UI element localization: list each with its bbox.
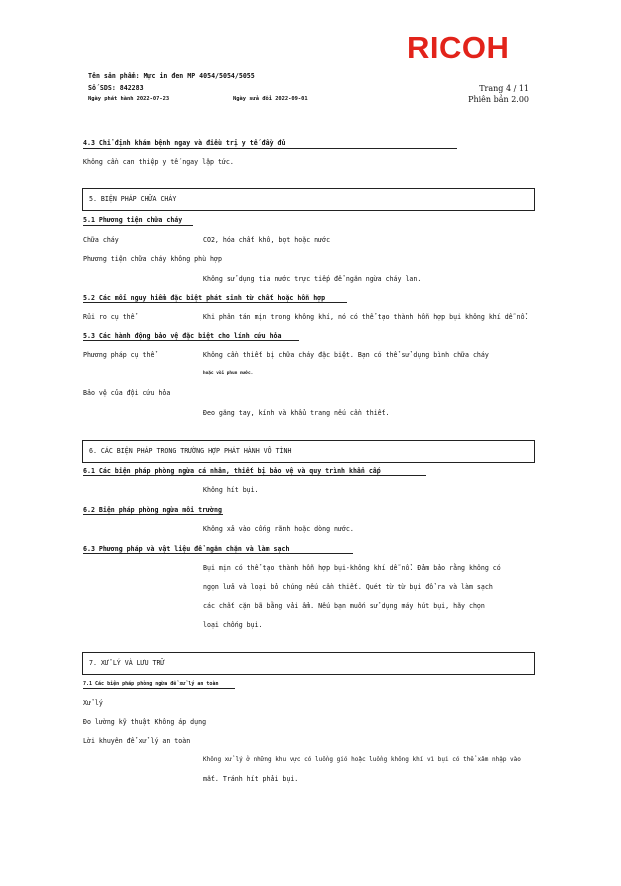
section-4-3-title: 4.3 Chỉ định khám bệnh ngay và điều trị y tế đầy đủ <box>83 139 286 147</box>
product-name: Tên sản phẩm: Mực in đen MP 4054/5054/5055 <box>88 72 255 80</box>
value-6-2: Không xả vào cống rãnh hoặc dòng nước. <box>203 525 354 533</box>
section-7-heading <box>82 652 535 675</box>
section-6-heading-text: 6. CÁC BIỆN PHÁP TRONG TRƯỜNG HỢP PHÁT HÀNH VÔ TÌNH <box>89 447 292 455</box>
value-safe-handling-advice-2: mắt. Tránh hít phải bụi. <box>203 775 299 783</box>
section-7-1-title: 7.1 Các biện pháp phòng ngừa để xử lý an toàn <box>83 681 219 687</box>
section-5-heading-text: 5. BIỆN PHÁP CHỮA CHÁY <box>89 195 177 203</box>
label-firefighter-protection: Bảo vệ của đội cứu hỏa <box>83 389 171 397</box>
section-4-3-text: Không cần can thiệp y tế ngay lập tức. <box>83 158 234 166</box>
section-5-2-title: 5.2 Các mối nguy hiểm đặc biệt phát sinh từ chất hoặc hỗn hợp <box>83 294 326 302</box>
label-specific-hazards: Rủi ro cụ thể <box>83 313 135 321</box>
label-specific-methods: Phương pháp cụ thể <box>83 351 155 359</box>
label-extinguishing-media: Chữa cháy <box>83 236 119 244</box>
value-6-3-line-4: loại chống bụi. <box>203 621 263 629</box>
value-specific-methods-cont: hoặc vòi phun nước. <box>203 371 254 376</box>
divider <box>83 688 235 689</box>
section-5-3-title: 5.3 Các hành động bảo vệ đặc biệt cho lính cứu hỏa <box>83 332 282 340</box>
sds-number: Số SDS: 842283 <box>88 84 144 92</box>
value-safe-handling-advice-1: Không xử lý ở những khu vực có luồng gió hoặc luồng không khí vì bụi có thể xâm nhập vào <box>203 756 521 763</box>
section-6-3-title: 6.3 Phương pháp và vật liệu để ngăn chặn và làm sạch <box>83 545 290 553</box>
divider <box>83 475 426 476</box>
value-6-3-line-1: Bụi mịn có thể tạo thành hỗn hợp bụi-không khí dễ nổ. Đảm bảo rằng không có <box>203 564 501 572</box>
value-specific-methods: Không cần thiết bị chữa cháy đặc biệt. Bạn có thể sử dụng bình chữa cháy <box>203 351 489 359</box>
value-6-1: Không hít bụi. <box>203 486 259 494</box>
revision-date: Ngày sửa đổi 2022-09-01 <box>233 96 308 102</box>
divider <box>83 340 299 341</box>
divider <box>83 225 193 226</box>
divider <box>83 553 353 554</box>
version: Phiên bản 2.00 <box>468 95 529 104</box>
section-7-heading-text: 7. XỬ LÝ VÀ LƯU TRỮ <box>89 659 165 667</box>
section-6-2-title: 6.2 Biện pháp phòng ngừa môi trường <box>83 506 222 514</box>
value-specific-hazards: Khi phân tán mịn trong không khí, nó có thể tạo thành hỗn hợp bụi không khí dễ nổ. <box>203 313 529 321</box>
label-technical-measures: Đo lường kỹ thuật Không áp dụng <box>83 718 207 726</box>
label-safe-handling-advice: Lời khuyên để xử lý an toàn <box>83 737 191 745</box>
value-unsuitable-media: Không sử dụng tia nước trực tiếp để ngăn ngừa cháy lan. <box>203 275 422 283</box>
value-extinguishing-media: CO2, hóa chất khô, bọt hoặc nước <box>203 236 331 244</box>
divider <box>83 302 347 303</box>
section-5-1-title: 5.1 Phương tiện chữa cháy <box>83 216 183 224</box>
section-6-1-title: 6.1 Các biện pháp phòng ngừa cá nhân, thiết bị bảo vệ và quy trình khẩn cấp <box>83 467 381 475</box>
ricoh-logo: RICOH <box>407 30 510 65</box>
page-number: Trang 4 / 11 <box>479 84 529 93</box>
section-5-heading <box>82 188 535 211</box>
label-handling: Xử lý <box>83 699 103 707</box>
issue-date: Ngày phát hành 2022-07-23 <box>88 96 170 102</box>
value-6-3-line-3: các chất cặn bã bằng vải ẩm. Nếu bạn muốn sử dụng máy hút bụi, hãy chọn <box>203 602 485 610</box>
divider <box>83 514 223 515</box>
section-6-heading <box>82 440 535 463</box>
value-6-3-line-2: ngọn lửa và loại bỏ chúng nếu cần thiết. Quét từ từ bụi đổ ra và làm sạch <box>203 583 493 591</box>
divider <box>83 148 457 149</box>
label-unsuitable-media: Phương tiện chữa cháy không phù hợp <box>83 255 222 263</box>
value-firefighter-protection: Đeo găng tay, kính và khẩu trang nếu cần thiết. <box>203 409 390 417</box>
